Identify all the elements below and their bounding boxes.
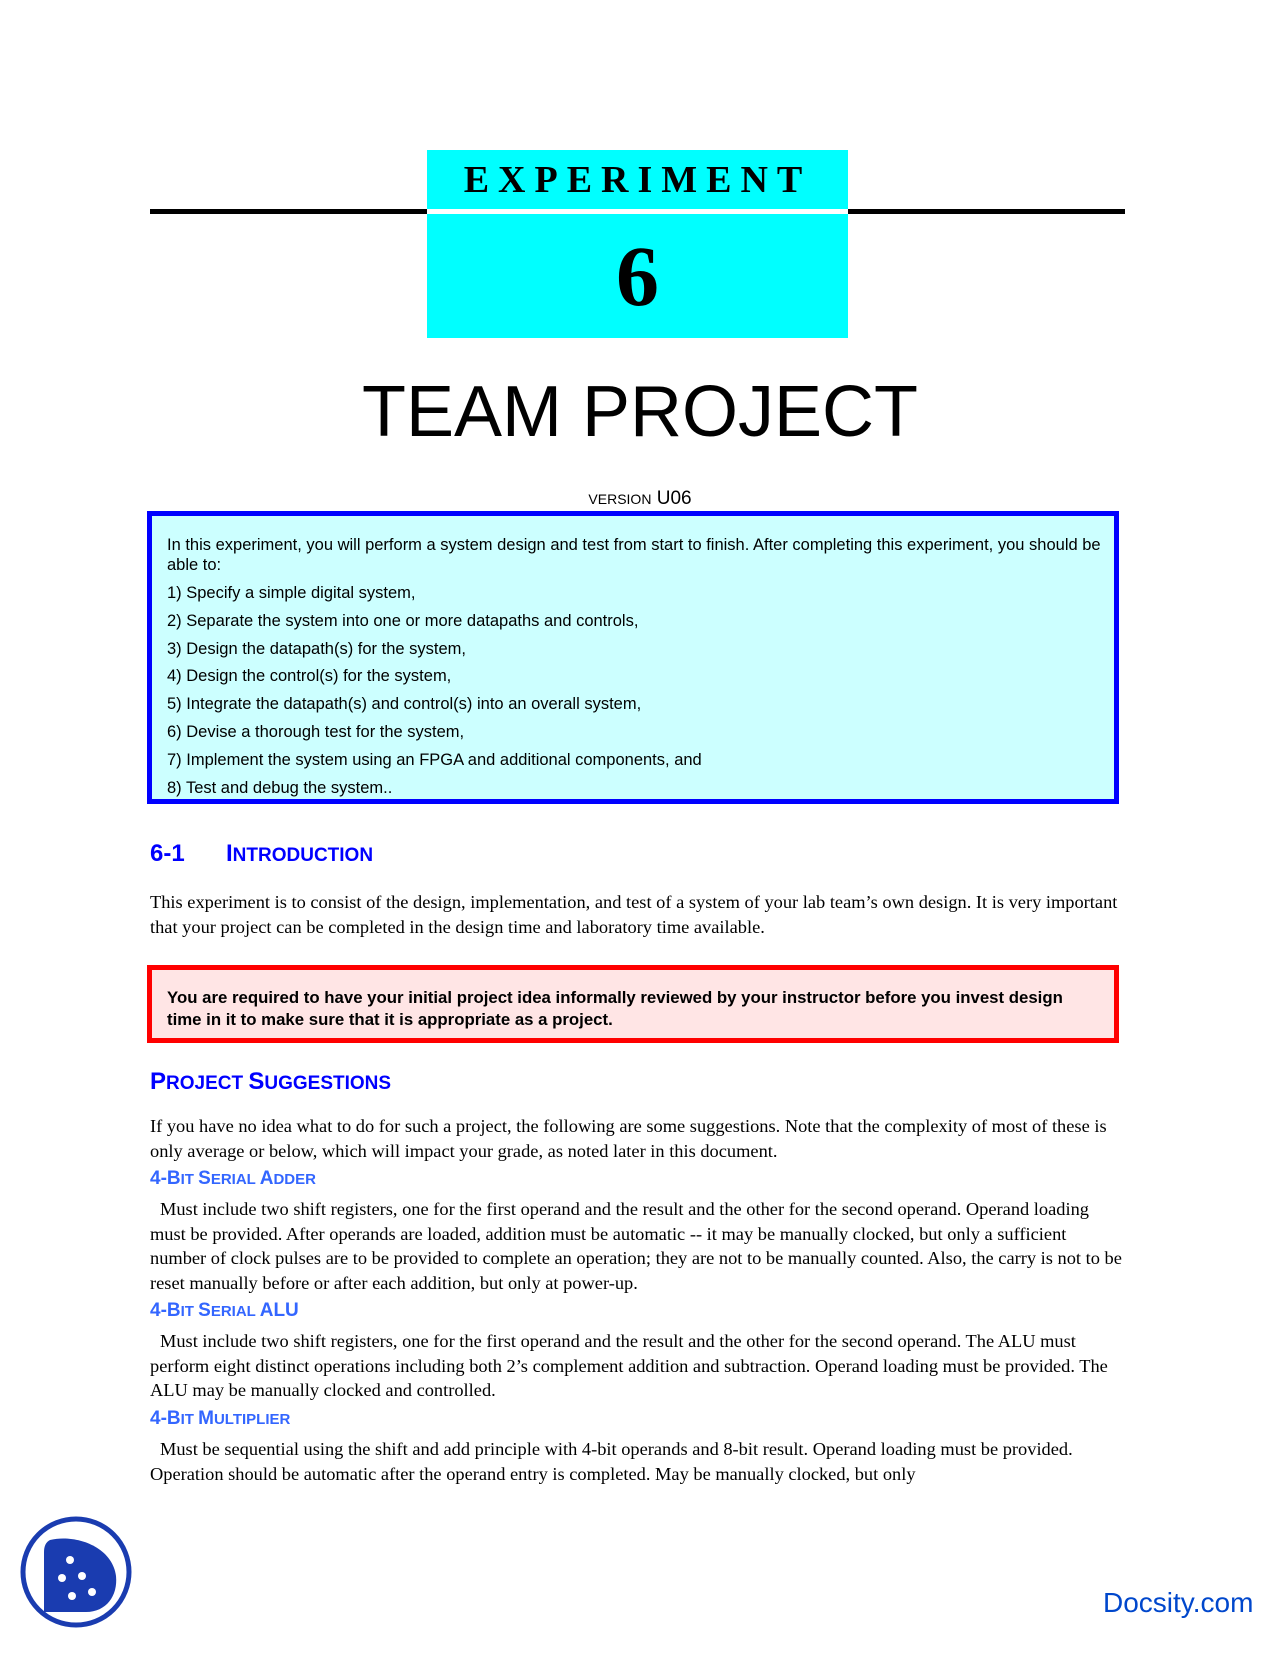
title-part: ALU: [259, 1300, 299, 1321]
title-part: 4-B: [150, 1168, 181, 1189]
suggestion-body-serial-alu: Must include two shift registers, one for the first operand and the result and the other for the second operand. The ALU must perform eight distinct operations including both 2’s complement addition and subtraction. Operand loading must be provided. The ALU may be manually clocked and controlled.: [150, 1331, 1108, 1400]
title-part: DDER: [273, 1171, 316, 1188]
version-line: [0, 488, 1280, 510]
page-title: TEAM PROJECT: [361, 372, 919, 452]
title-part: IT: [180, 1303, 199, 1320]
title-part: S: [198, 1168, 211, 1189]
title-part: A: [259, 1168, 274, 1189]
suggestions-intro: If you have no idea what to do for such a project, the following are some suggestions. Note that the complexity of most of these is only average or below, which will impact your grade, as noted later in this document.: [150, 1116, 1107, 1161]
warning-text: You are required to have your initial project idea informally reviewed by your instructor before you invest design time in it to make sure that it is appropriate as a project.: [167, 988, 1063, 1029]
introduction-paragraph: This experiment is to consist of the design, implementation, and test of a system of your lab team’s own design. It is very important that your project can be completed in the design time and laboratory time available.: [150, 892, 1118, 937]
title-part: ERIAL: [210, 1303, 260, 1320]
experiment-number: 6: [616, 228, 659, 324]
header-rule-right: [848, 209, 1125, 214]
heading-rest: NTRODUCTION: [232, 845, 374, 866]
warning-box: [147, 965, 1119, 1043]
title-part: IT: [180, 1171, 199, 1188]
title-part: ERIAL: [210, 1171, 260, 1188]
experiment-divider: [427, 209, 848, 214]
suggestion-body-serial-adder: Must include two shift registers, one for the first operand and the result and the other for the second operand. Operand loading must be provided. After operands are loaded, addition must be automatic -- it may be manually clocked, but only a sufficient number of clock pulses are to be provided to complete an operation; they are not to be manually counted. Also, the carry is not to be reset manually before or after each addition, but only at power-up.: [150, 1199, 1122, 1293]
objective-item: 5) Integrate the datapath(s) and control(s) into an overall system,: [167, 695, 642, 714]
objectives-list: [167, 580, 1102, 802]
heading-cap: S: [248, 1068, 265, 1095]
section-heading-project-suggestions: [150, 1068, 391, 1096]
objective-item: 1) Specify a simple digital system,: [167, 584, 416, 602]
suggestion-title-serial-alu: [150, 1300, 299, 1322]
title-part: ULTIPLIER: [213, 1411, 291, 1428]
title-part: S: [198, 1300, 211, 1321]
section-number: 6-1: [150, 840, 185, 867]
heading-cap: I: [226, 840, 233, 867]
section-heading-introduction: [150, 840, 373, 868]
docsity-logo-icon: [20, 1516, 132, 1628]
objective-item: 4) Design the control(s) for the system,: [167, 667, 452, 686]
objective-item: 2) Separate the system into one or more datapaths and controls,: [167, 611, 639, 630]
docsity-brand-link[interactable]: Docsity.com: [1103, 1587, 1254, 1618]
experiment-banner: [427, 150, 848, 338]
objective-item: 3) Design the datapath(s) for the system,: [167, 639, 466, 658]
suggestion-body-multiplier: Must be sequential using the shift and add principle with 4-bit operands and 8-bit result. Operand loading must be provided. Operation should be automatic after the operand entry is completed. May be manually clocked, but only: [150, 1439, 1073, 1484]
suggestion-title-serial-adder: [150, 1168, 316, 1190]
experiment-label: EXPERIMENT: [463, 159, 812, 201]
title-part: 4-B: [150, 1300, 181, 1321]
objective-item: 6) Devise a thorough test for the system,: [167, 722, 465, 741]
version-code: U06: [656, 488, 692, 509]
title-part: 4-B: [150, 1408, 181, 1429]
objective-item: 8) Test and debug the system..: [167, 778, 393, 797]
heading-cap: P: [150, 1068, 167, 1095]
heading-rest: ROJECT: [166, 1073, 249, 1094]
title-part: M: [198, 1408, 214, 1429]
heading-rest: UGGESTIONS: [264, 1073, 392, 1094]
objectives-intro: In this experiment, you will perform a system design and test from start to finish. After completing this experiment, you should be able to:: [167, 536, 1101, 574]
version-prefix: VERSION: [588, 491, 652, 507]
title-part: IT: [180, 1411, 199, 1428]
suggestion-title-multiplier: [150, 1408, 290, 1430]
objective-item: 7) Implement the system using an FPGA and additional components, and: [167, 750, 702, 769]
header-rule-left: [150, 209, 427, 214]
objectives-box: [147, 511, 1119, 804]
